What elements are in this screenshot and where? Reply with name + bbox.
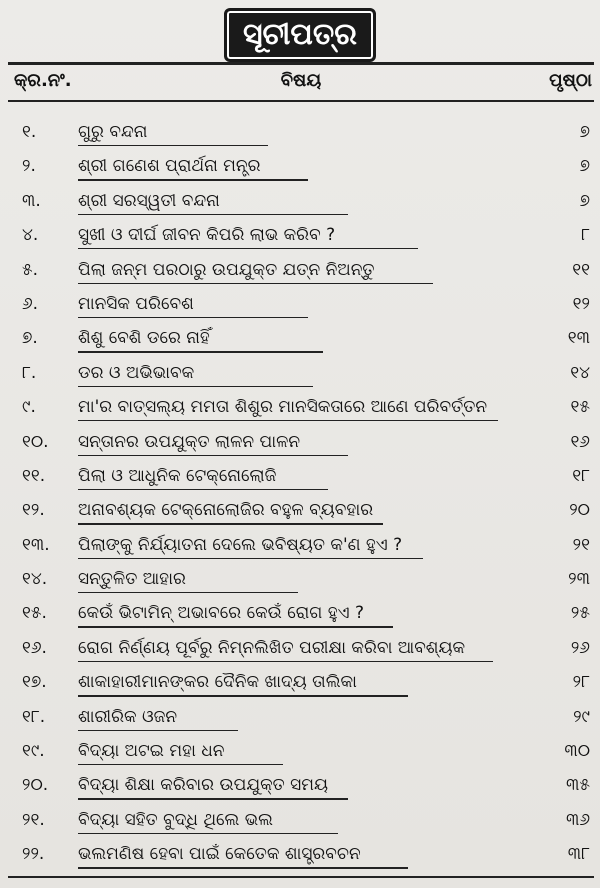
toc-row <box>8 287 594 321</box>
toc-subject <box>78 459 518 493</box>
toc-subject-text: ରୋଗ ନିର୍ଣ୍ଣୟ ପୂର୍ବରୁ ନିମ୍ନଲିଖିତ ପରୀକ୍ଷା କରିବା ଆବଶ୍ୟକ <box>78 637 466 658</box>
toc-row <box>8 390 594 424</box>
toc-underline <box>78 558 423 559</box>
toc-page: ୮ <box>581 225 590 246</box>
toc-page: ୭ <box>579 190 590 211</box>
toc-subject <box>78 184 518 218</box>
toc-subject-text: ମା'ର ବାତ୍ସଲ୍ୟ ମମତା ଶିଶୁର ମାନସିକତାରେ ଆଣେ ପରିବର୍ତ୍ତନ <box>78 397 488 418</box>
toc-serial: ୯. <box>22 397 36 418</box>
toc-subject <box>78 528 518 562</box>
toc-subject-text: ସନ୍ତାନର ଉପଯୁକ୍ତ ଲାଳନ ପାଳନ <box>78 431 301 452</box>
toc-serial: ୧୩. <box>22 534 50 555</box>
toc-underline <box>78 455 348 456</box>
toc-serial: ୨. <box>22 156 36 177</box>
toc-page: ୩୦ <box>564 741 590 762</box>
toc-subject-text: ଶିଶୁ ବେଶି ଡରେ ନାହିଁ <box>78 328 210 349</box>
toc-subject <box>78 837 518 871</box>
toc-page: ୩୮ <box>567 844 590 865</box>
toc-subject-text: ଭଲମଣିଷ ହେବା ପାଇଁ କେତେକ ଶାସ୍ତ୍ରବଚନ <box>78 844 361 865</box>
toc-page: ୧୮ <box>572 465 590 486</box>
title-wrap <box>0 8 600 62</box>
toc-row <box>8 803 594 837</box>
toc-row <box>8 253 594 287</box>
toc-underline <box>78 317 308 318</box>
toc-subject <box>78 115 518 149</box>
page-title: ସୂଚୀପତ୍ର <box>224 8 376 62</box>
toc-subject <box>78 596 518 630</box>
toc-row <box>8 184 594 218</box>
toc-subject-text: ଅନାବଶ୍ୟକ ଟେକ୍ନୋଲୋଜିର ବହୁଳ ବ୍ୟବହାର <box>78 500 374 521</box>
toc-subject-text: ସନ୍ତୁଳିତ ଆହାର <box>78 569 186 590</box>
toc-page: ୧୨ <box>572 293 590 314</box>
toc-serial: ୮. <box>22 362 37 383</box>
toc-underline <box>78 730 238 731</box>
toc-row <box>8 734 594 768</box>
toc-subject <box>78 700 518 734</box>
toc-serial: ୨୧. <box>22 809 45 830</box>
toc-subject-text: ପିଲାଙ୍କୁ ନିର୍ଯ୍ୟାତନା ଦେଲେ ଭବିଷ୍ୟତ କ'ଣ ହୁଏ ? <box>78 534 403 555</box>
toc-page: ୨୮ <box>572 672 590 693</box>
toc-subject <box>78 734 518 768</box>
toc-subject-text: ସୁଖୀ ଓ ଦୀର୍ଘ ଜୀବନ କିପରି ଲାଭ କରିବ ? <box>78 225 336 246</box>
toc-subject <box>78 253 518 287</box>
toc-underline <box>78 145 268 146</box>
toc-row <box>8 115 594 149</box>
toc-serial: ୧୯. <box>22 741 45 762</box>
toc-subject-text: ମାନସିକ ପରିବେଶ <box>78 293 194 314</box>
toc-row <box>8 321 594 355</box>
toc-page: ୩୬ <box>565 809 590 830</box>
header-serial: କ୍ର.ନଂ. <box>14 70 72 91</box>
toc-subject <box>78 287 518 321</box>
toc-page: ୨୫ <box>570 603 590 624</box>
toc-row <box>8 631 594 665</box>
toc-subject <box>78 149 518 183</box>
toc-serial: ୨୦. <box>22 775 49 796</box>
toc-serial: ୫. <box>22 259 39 280</box>
toc-page: ୧୩ <box>567 328 590 349</box>
toc-subject-text: ବିଦ୍ୟା ଶିକ୍ଷା କରିବାର ଉପଯୁକ୍ତ ସମୟ <box>78 775 328 796</box>
toc-page: ୨୧ <box>572 534 590 555</box>
toc-underline <box>78 489 328 490</box>
toc-row <box>8 562 594 596</box>
toc-underline <box>78 283 433 284</box>
toc-page: ୧୬ <box>570 431 590 452</box>
toc-underline <box>78 695 408 696</box>
toc-underline <box>78 867 408 868</box>
toc-subject <box>78 562 518 596</box>
toc-serial: ୩. <box>22 190 41 211</box>
toc-subject <box>78 803 518 837</box>
toc-subject-text: ଶାକାହାରୀମାନଙ୍କର ଦୈନିକ ଖାଦ୍ୟ ତାଲିକା <box>78 672 357 693</box>
toc-underline <box>78 764 283 765</box>
toc-serial: ୧୨. <box>22 500 45 521</box>
toc-serial: ୧୭. <box>22 672 47 693</box>
toc-row <box>8 596 594 630</box>
toc-serial: ୪. <box>22 225 39 246</box>
toc-row <box>8 665 594 699</box>
toc-subject <box>78 768 518 802</box>
toc-row <box>8 700 594 734</box>
toc-subject <box>78 321 518 355</box>
toc-underline <box>78 386 313 387</box>
toc-subject-text: ପିଲା ଜନ୍ମ ପରଠାରୁ ଉପଯୁକ୍ତ ଯତ୍ନ ନିଅନ୍ତୁ <box>78 259 375 280</box>
toc-underline <box>78 798 348 799</box>
toc-subject-text: ବିଦ୍ୟା ସହିତ ବୁଦ୍ଧି ଥିଲେ ଭଲ <box>78 809 273 830</box>
toc-serial: ୨୨. <box>22 844 45 865</box>
toc-underline <box>78 420 498 421</box>
toc-subject <box>78 390 518 424</box>
header-rule <box>8 100 594 102</box>
toc-underline <box>78 592 298 593</box>
toc-row <box>8 356 594 390</box>
toc-subject-text: ଡର ଓ ଅଭିଭାବକ <box>78 362 195 383</box>
toc-serial: ୧. <box>22 122 37 142</box>
toc-serial: ୧୫. <box>22 603 47 624</box>
toc-serial: ୧୧. <box>22 465 46 486</box>
toc-page: ୭ <box>579 122 590 142</box>
toc-page: ୭ <box>579 156 590 177</box>
toc-subject <box>78 493 518 527</box>
toc-page: ୨୬ <box>570 637 590 658</box>
toc-page: ୨୯ <box>573 706 590 727</box>
toc-serial: ୬. <box>22 293 39 314</box>
toc-serial: ୧୦. <box>22 431 49 452</box>
toc-subject-text: ଶ୍ରୀ ସରସ୍ୱତୀ ବନ୍ଦନା <box>78 190 220 211</box>
toc-page: ୩୫ <box>566 775 590 796</box>
toc-page: ୧୪ <box>570 362 590 383</box>
toc-subject <box>78 425 518 459</box>
toc-row <box>8 459 594 493</box>
toc-underline <box>78 179 308 180</box>
toc-row <box>8 218 594 252</box>
toc-serial: ୧୬. <box>22 637 47 658</box>
toc-underline <box>78 523 383 524</box>
toc-subject-text: ପିଲା ଓ ଆଧୁନିକ ଟେକ୍ନୋଲୋଜି <box>78 465 277 486</box>
toc-serial: ୧୪. <box>22 569 48 590</box>
toc-row <box>8 768 594 802</box>
toc-underline <box>78 626 393 627</box>
toc-row <box>8 425 594 459</box>
toc-page: ୨୩ <box>568 569 590 590</box>
toc-page: ୧୧ <box>572 259 590 280</box>
toc-subject-text: କେଉଁ ଭିଟାମିନ୍ ଅଭାବରେ କେଉଁ ରୋଗ ହୁଏ ? <box>78 603 365 624</box>
toc-serial: ୧୮. <box>22 706 46 727</box>
toc-row <box>8 528 594 562</box>
toc-subject <box>78 631 518 665</box>
header-subject: ବିଷୟ <box>280 70 322 91</box>
toc-row <box>8 493 594 527</box>
toc-underline <box>78 351 323 352</box>
top-rule <box>8 62 594 65</box>
toc-subject <box>78 356 518 390</box>
table-header <box>8 66 594 98</box>
toc-underline <box>78 248 418 249</box>
toc-page: ୨୦ <box>569 500 590 521</box>
toc-subject-text: ବିଦ୍ୟା ଅଟଇ ମହା ଧନ <box>78 741 225 762</box>
toc-subject <box>78 665 518 699</box>
toc-page: ୧୫ <box>570 397 590 418</box>
toc-serial: ୭. <box>22 328 38 349</box>
toc-subject-text: ଶାରୀରିକ ଓଜନ <box>78 706 178 727</box>
toc-subject-text: ଶ୍ରୀ ଗଣେଶ ପ୍ରାର୍ଥନା ମନ୍ତ୍ର <box>78 156 261 177</box>
toc-underline <box>78 661 493 662</box>
header-page: ପୃଷ୍ଠା <box>549 70 592 91</box>
bottom-rule <box>8 876 594 878</box>
toc-underline <box>78 214 348 215</box>
toc-list <box>8 115 594 872</box>
toc-row <box>8 149 594 183</box>
toc-underline <box>78 833 338 834</box>
toc-subject <box>78 218 518 252</box>
toc-row <box>8 837 594 871</box>
toc-subject-text: ଗୁରୁ ବନ୍ଦନା <box>78 122 148 142</box>
